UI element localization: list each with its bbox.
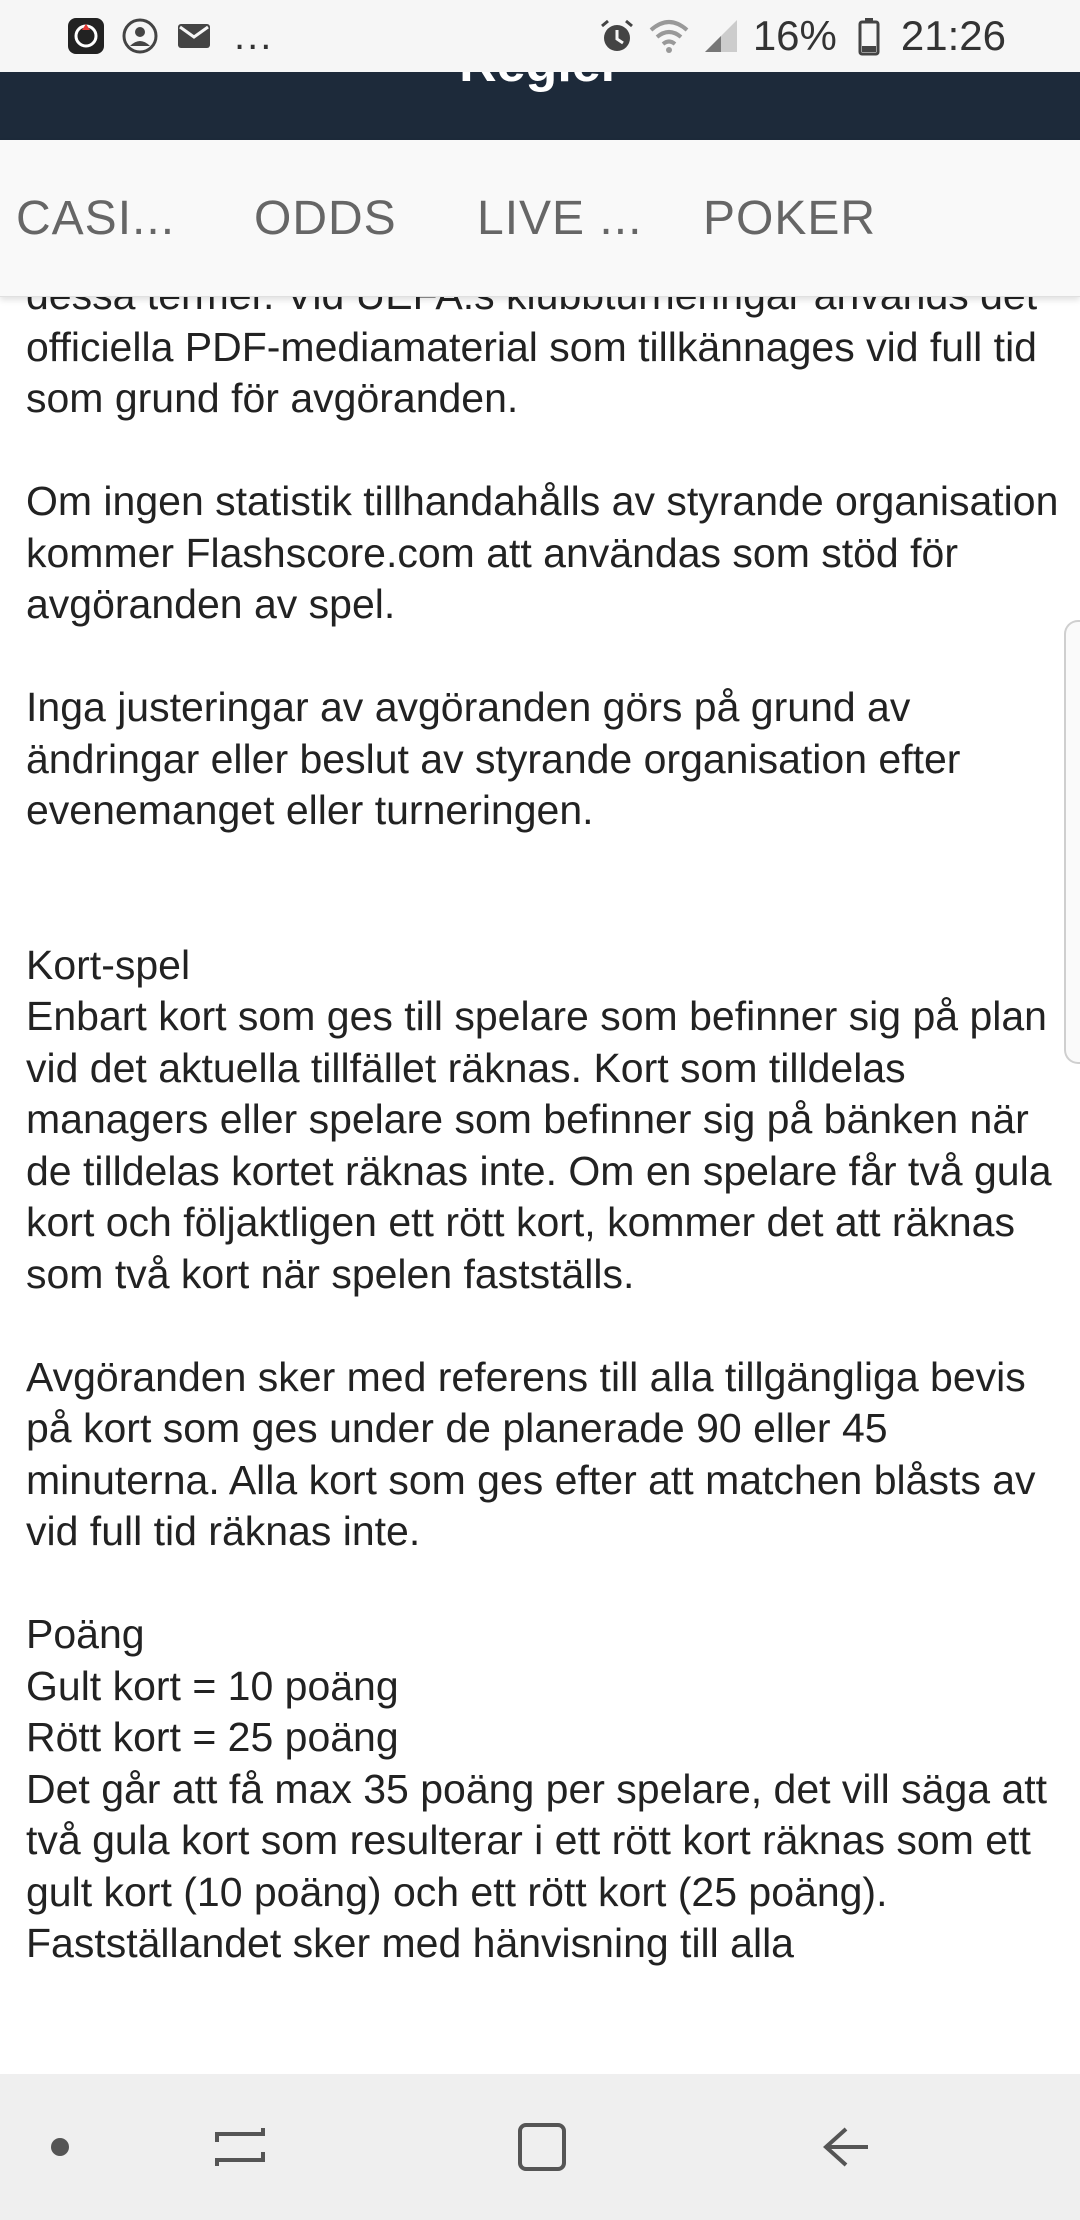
battery-percent: 16% — [752, 12, 837, 59]
tab-odds[interactable]: ODDS — [254, 191, 397, 245]
account-icon — [120, 16, 160, 56]
back-icon[interactable] — [806, 2074, 886, 2220]
rules-content — [26, 270, 1080, 2074]
paragraph-faststallandet: Fastställandet sker med hänvisning till alla — [26, 1920, 794, 1966]
app-icon — [66, 16, 106, 56]
tab-bar — [0, 140, 1080, 297]
paragraph-adjustments: Inga justeringar av avgöranden görs på grund av ändringar eller beslut av styrande organisation efter evenemanget eller turneringen. — [26, 684, 961, 833]
heading-kort-spel: Kort-spel — [26, 941, 191, 988]
signal-icon — [701, 16, 741, 56]
paragraph-flashscore: Om ingen statistik tillhandahålls av styrande organisation kommer Flashscore.com att användas som stöd för avgöranden av spel. — [26, 478, 1059, 627]
tab-live[interactable]: LIVE ... — [477, 191, 643, 245]
clock: 21:26 — [900, 12, 1006, 59]
gult-kort-points: Gult kort = 10 poäng — [26, 1662, 399, 1709]
rott-kort-points: Rött kort = 25 poäng — [26, 1714, 399, 1760]
scroll-handle[interactable] — [1064, 620, 1080, 1064]
paragraph-uefa: officiella PDF-mediamaterial som tillkännages vid full tid som grund för avgöranden. — [26, 323, 1037, 421]
app-header — [0, 72, 1080, 140]
tab-casino[interactable]: CASI... — [16, 191, 176, 245]
wifi-icon — [649, 16, 689, 56]
system-nav-bar — [0, 2074, 1080, 2220]
paragraph-max-poang: Det går att få max 35 poäng per spelare, det vill säga att två gula kort som resulterar i ett rött kort räknas som ett gult kort (10 poäng) och ett rött kort (25 poäng). — [26, 1765, 1048, 1915]
tab-poker[interactable]: POKER — [703, 191, 877, 245]
recent-apps-icon[interactable] — [200, 2074, 280, 2220]
more-notifications: ... — [234, 13, 274, 58]
dot-icon[interactable] — [20, 2074, 100, 2220]
home-icon[interactable] — [502, 2074, 582, 2220]
paragraph-avgoranden: Avgöranden sker med referens till alla tillgängliga bevis på kort som ges under de planerade 90 eller 45 minuterna. Alla kort som ges efter att matchen blåsts av vid full tid räknas inte. — [26, 1353, 1036, 1554]
heading-poang: Poäng — [26, 1611, 145, 1657]
paragraph-kort-spel: Enbart kort som ges till spelare som befinner sig på plan vid det aktuella tillfället räknas. Kort som tilldelas managers eller spelare som befinner sig på bänken när de tilldelas kortet räknas inte. Om en spelare får två gula kort och följaktligen ett rött kort, kommer det att räknas som två kort när spelen fastställs. — [26, 993, 1052, 1297]
mail-icon — [174, 16, 214, 56]
status-bar — [0, 0, 1080, 72]
battery-icon — [849, 16, 889, 56]
alarm-icon — [597, 16, 637, 56]
